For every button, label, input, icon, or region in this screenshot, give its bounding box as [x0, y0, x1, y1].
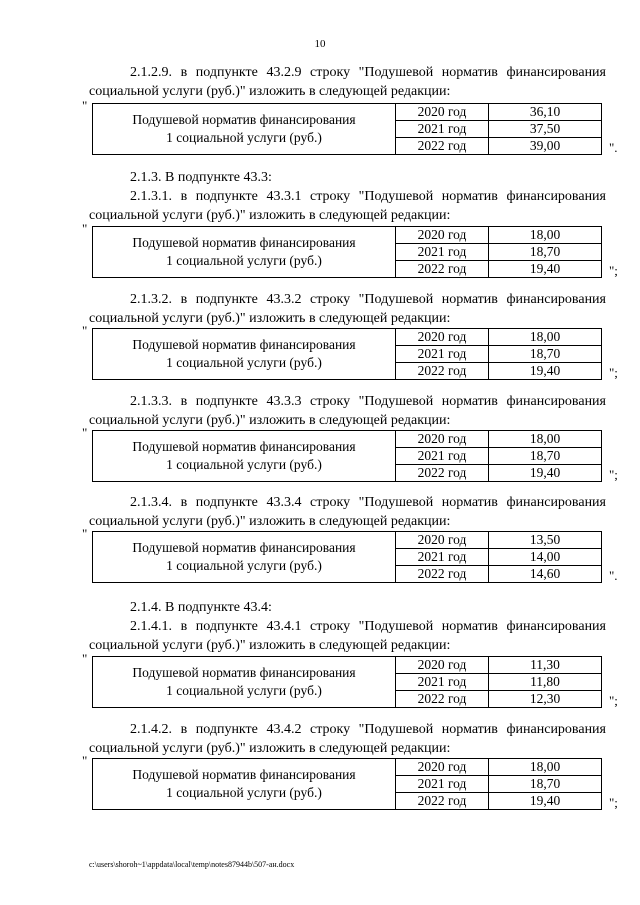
year-cell: 2020 год [396, 431, 489, 448]
norm-label-line: Подушевой норматив финансирования [132, 767, 356, 782]
year-cell: 2022 год [396, 465, 489, 482]
opening-quote: " [82, 425, 88, 440]
norm-label-line: Подушевой норматив финансирования [132, 112, 356, 127]
value-cell: 14,00 [489, 549, 602, 566]
year-cell: 2021 год [396, 121, 489, 138]
norm-label-line: 1 социальной услуги (руб.) [166, 683, 322, 698]
value-cell: 11,80 [489, 674, 602, 691]
opening-quote: " [82, 323, 88, 338]
norm-label-line: 1 социальной услуги (руб.) [166, 558, 322, 573]
paragraph-text: 2.1.3.2. в подпункте 43.3.2 строку "Подушевой норматив финансирования социальной услуги (руб.)" изложить в следующей редакции: [89, 292, 606, 326]
year-cell: 2021 год [396, 346, 489, 363]
page-number: 10 [314, 38, 326, 50]
paragraph-text: 2.1.3.1. в подпункте 43.3.1 строку "Подушевой норматив финансирования социальной услуги (руб.)" изложить в следующей редакции: [89, 189, 606, 223]
norm-label-line: 1 социальной услуги (руб.) [166, 253, 322, 268]
norm-label-cell [93, 104, 396, 155]
norm-label-cell [93, 227, 396, 278]
table-row [93, 329, 602, 346]
value-cell: 39,00 [489, 138, 602, 155]
opening-quote: " [82, 98, 88, 113]
year-cell: 2021 год [396, 448, 489, 465]
norm-table [92, 226, 602, 278]
opening-quote: " [82, 753, 88, 768]
opening-quote: " [82, 526, 88, 541]
norm-label-line: 1 социальной услуги (руб.) [166, 457, 322, 472]
year-cell: 2022 год [396, 138, 489, 155]
norm-label-cell [93, 759, 396, 810]
table-row [93, 532, 602, 549]
paragraph [89, 720, 606, 758]
table-row [93, 104, 602, 121]
year-cell: 2021 год [396, 549, 489, 566]
value-cell: 18,00 [489, 227, 602, 244]
closing-quote: "; [609, 365, 618, 380]
closing-quote: "; [609, 263, 618, 278]
paragraph-text: 2.1.4.2. в подпункте 43.4.2 строку "Подушевой норматив финансирования социальной услуги (руб.)" изложить в следующей редакции: [89, 722, 606, 756]
norm-label-cell [93, 431, 396, 482]
closing-quote: "; [609, 795, 618, 810]
table-row [93, 759, 602, 776]
norm-label-line: 1 социальной услуги (руб.) [166, 130, 322, 145]
closing-quote: "; [609, 467, 618, 482]
norm-table [92, 430, 602, 482]
paragraph-text: 2.1.4.1. в подпункте 43.4.1 строку "Подушевой норматив финансирования социальной услуги (руб.)" изложить в следующей редакции: [89, 619, 606, 653]
value-cell: 14,60 [489, 566, 602, 583]
norm-label-cell [93, 532, 396, 583]
value-cell: 19,40 [489, 793, 602, 810]
norm-label-line: Подушевой норматив финансирования [132, 665, 356, 680]
closing-quote: "; [609, 693, 618, 708]
value-cell: 18,00 [489, 431, 602, 448]
value-cell: 19,40 [489, 261, 602, 278]
value-cell: 18,70 [489, 448, 602, 465]
year-cell: 2020 год [396, 104, 489, 121]
norm-table [92, 328, 602, 380]
year-cell: 2020 год [396, 227, 489, 244]
value-cell: 19,40 [489, 363, 602, 380]
norm-table [92, 103, 602, 155]
paragraph-text: 2.1.3.3. в подпункте 43.3.3 строку "Подушевой норматив финансирования социальной услуги (руб.)" изложить в следующей редакции: [89, 394, 606, 428]
paragraph-text: 2.1.4. В подпункте 43.4: [130, 600, 272, 615]
year-cell: 2020 год [396, 657, 489, 674]
value-cell: 13,50 [489, 532, 602, 549]
norm-label-cell [93, 657, 396, 708]
norm-table [92, 531, 602, 583]
paragraph [89, 168, 606, 187]
value-cell: 18,00 [489, 329, 602, 346]
norm-label-line: 1 социальной услуги (руб.) [166, 355, 322, 370]
value-cell: 36,10 [489, 104, 602, 121]
value-cell: 18,00 [489, 759, 602, 776]
file-path-footer: c:\users\shoroh~1\appdata\local\temp\notes87944b\507-ан.docx [89, 860, 295, 869]
paragraph-text: 2.1.2.9. в подпункте 43.2.9 строку "Подушевой норматив финансирования социальной услуги (руб.)" изложить в следующей редакции: [89, 65, 606, 99]
value-cell: 37,50 [489, 121, 602, 138]
value-cell: 18,70 [489, 346, 602, 363]
year-cell: 2020 год [396, 532, 489, 549]
closing-quote: ". [609, 140, 618, 155]
year-cell: 2021 год [396, 776, 489, 793]
year-cell: 2022 год [396, 691, 489, 708]
norm-table [92, 656, 602, 708]
paragraph [89, 187, 606, 225]
table-row [93, 431, 602, 448]
table-row [93, 227, 602, 244]
paragraph [89, 290, 606, 328]
year-cell: 2022 год [396, 363, 489, 380]
year-cell: 2022 год [396, 793, 489, 810]
norm-label-line: Подушевой норматив финансирования [132, 540, 356, 555]
year-cell: 2022 год [396, 261, 489, 278]
norm-label-line: Подушевой норматив финансирования [132, 235, 356, 250]
opening-quote: " [82, 651, 88, 666]
norm-label-line: 1 социальной услуги (руб.) [166, 785, 322, 800]
year-cell: 2020 год [396, 759, 489, 776]
value-cell: 19,40 [489, 465, 602, 482]
paragraph [89, 63, 606, 101]
closing-quote: ". [609, 568, 618, 583]
paragraph [89, 617, 606, 655]
paragraph [89, 598, 606, 617]
year-cell: 2021 год [396, 674, 489, 691]
opening-quote: " [82, 221, 88, 236]
paragraph-text: 2.1.3.4. в подпункте 43.3.4 строку "Подушевой норматив финансирования социальной услуги (руб.)" изложить в следующей редакции: [89, 495, 606, 529]
value-cell: 18,70 [489, 244, 602, 261]
value-cell: 12,30 [489, 691, 602, 708]
year-cell: 2021 год [396, 244, 489, 261]
norm-table [92, 758, 602, 810]
norm-label-cell [93, 329, 396, 380]
value-cell: 11,30 [489, 657, 602, 674]
norm-label-line: Подушевой норматив финансирования [132, 337, 356, 352]
year-cell: 2022 год [396, 566, 489, 583]
paragraph [89, 493, 606, 531]
table-row [93, 657, 602, 674]
paragraph [89, 392, 606, 430]
norm-label-line: Подушевой норматив финансирования [132, 439, 356, 454]
value-cell: 18,70 [489, 776, 602, 793]
paragraph-text: 2.1.3. В подпункте 43.3: [130, 170, 272, 185]
year-cell: 2020 год [396, 329, 489, 346]
